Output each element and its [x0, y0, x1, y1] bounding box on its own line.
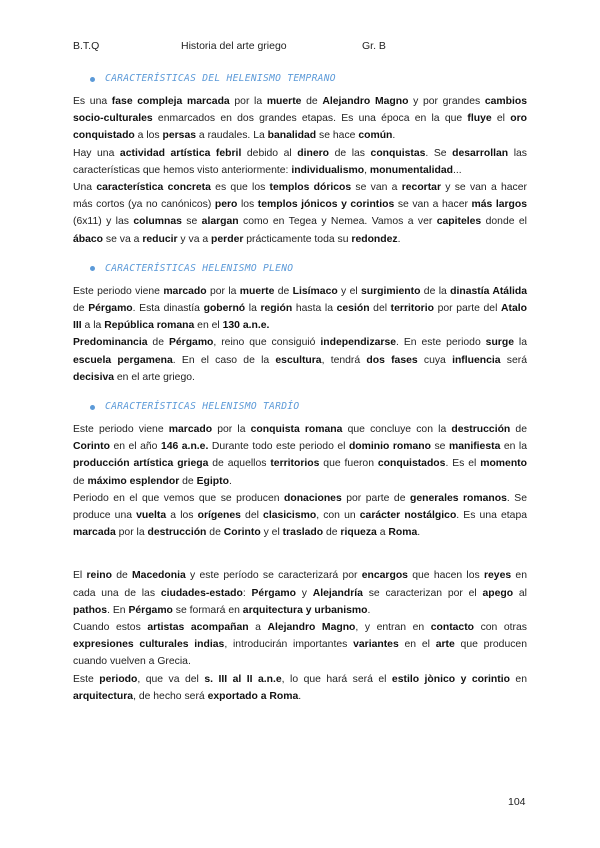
text-run: de: [73, 475, 88, 487]
text-run: de la: [420, 285, 451, 297]
text-run: de: [111, 570, 133, 582]
bold-text: Pérgamo: [168, 337, 214, 349]
bold-text: desarrollan: [452, 147, 509, 159]
bold-text: exportado a Roma: [207, 690, 299, 702]
bold-text: conquistados: [377, 458, 446, 470]
text-run: Es una: [73, 96, 112, 107]
text-run: , lo que hará será el: [281, 673, 392, 685]
text-run: en el: [194, 320, 223, 332]
bold-text: Alejandría: [312, 587, 363, 599]
text-run: debido al: [241, 147, 298, 159]
bold-text: periodo: [99, 673, 138, 685]
text-run: que fueron: [319, 458, 378, 470]
text-run: en la: [500, 441, 528, 453]
text-run: .: [397, 233, 401, 245]
bold-text: alargan: [201, 216, 239, 228]
text-run: en: [509, 673, 527, 685]
text-run: . En: [107, 604, 129, 616]
text-run: y por grandes: [408, 96, 485, 107]
bold-text: expresiones culturales indias: [73, 639, 225, 651]
text-run: .: [367, 604, 371, 616]
text-run: . Se produce una: [73, 492, 527, 522]
bold-text: recortar: [401, 182, 441, 194]
bold-text: individualismo: [291, 164, 365, 176]
paragraph: [73, 283, 527, 335]
text-run: . En este periodo: [396, 337, 486, 349]
bold-text: arquitectura: [73, 690, 134, 702]
bold-text: encargos: [361, 570, 408, 582]
text-run: a la: [81, 320, 105, 332]
text-run: Este periodo viene: [73, 424, 169, 436]
bold-text: perder: [211, 233, 244, 245]
text-run: .: [392, 130, 396, 142]
bold-text: cesión: [336, 303, 370, 315]
bold-text: territorio: [390, 303, 434, 315]
bold-text: muerte: [266, 96, 302, 107]
bold-text: reino: [86, 570, 112, 582]
text-run: . Es el: [445, 458, 481, 470]
text-run: que concluye con la: [342, 424, 452, 436]
bullet-icon: [90, 77, 95, 82]
bold-text: República romana: [104, 320, 195, 332]
bold-text: ábaco: [73, 233, 104, 245]
text-run: del: [369, 303, 391, 315]
bold-text: característica concreta: [96, 182, 211, 194]
bold-text: traslado: [282, 527, 324, 539]
bold-text: conquistas: [370, 147, 426, 159]
text-run: de: [274, 285, 293, 297]
bold-text: Pérgamo: [128, 604, 173, 616]
text-run: Durante todo este periodo el: [208, 441, 349, 453]
bold-text: escuela pergamena: [73, 354, 173, 366]
text-run: en el año: [109, 441, 161, 453]
text-run: se caracterizan por el: [362, 587, 483, 599]
text-run: a: [248, 622, 268, 634]
bold-text: vuelta: [136, 510, 167, 522]
bold-text: Lisímaco: [292, 285, 338, 297]
text-run: las características que hemos visto anteriormente:: [73, 147, 527, 176]
text-run: de: [301, 96, 323, 107]
bold-text: artistas acompañan: [147, 622, 249, 634]
text-run: .: [298, 690, 302, 702]
bold-text: actividad artística febril: [119, 147, 242, 159]
bold-text: donaciones: [284, 492, 342, 504]
text-run: , y entran en: [355, 622, 431, 634]
bold-text: Egipto: [196, 475, 229, 487]
text-run: será: [500, 354, 527, 366]
section-heading: [90, 262, 527, 276]
paragraph: [73, 421, 527, 490]
text-run: se van a: [351, 182, 402, 194]
text-run: en el arte griego.: [114, 371, 195, 383]
bold-text: generales romanos: [410, 492, 507, 504]
paragraph: [73, 179, 527, 248]
bold-text: capiteles: [436, 216, 482, 228]
paragraph: [73, 619, 527, 671]
text-run: Cuando estos: [73, 622, 148, 634]
text-run: al: [513, 587, 527, 599]
text-run: . Se: [425, 147, 453, 159]
bold-text: fase compleja marcada: [111, 96, 230, 107]
paragraph: [73, 567, 527, 619]
bullet-icon: [90, 266, 95, 271]
bold-text: máximo esplendor: [87, 475, 180, 487]
bold-text: conquista romana: [250, 424, 343, 436]
page-number: 104: [508, 796, 526, 808]
text-run: a: [376, 527, 389, 539]
bold-text: dominio romano: [348, 441, 431, 453]
text-run: la: [245, 303, 261, 315]
text-run: . Es una etapa: [456, 510, 528, 522]
header-title: Historia del arte griego: [181, 40, 287, 52]
bold-text: dinastía Atálida: [450, 285, 527, 297]
text-run: se hace: [316, 130, 359, 142]
text-run: es que los: [210, 182, 270, 194]
bold-text: escultura: [275, 354, 322, 366]
text-run: de: [179, 475, 197, 487]
bold-text: fluye: [467, 113, 492, 125]
bold-text: Pérgamo: [251, 587, 296, 599]
text-run: El: [73, 570, 87, 582]
text-run: , reino que consiguió: [213, 337, 321, 349]
text-run: por parte del: [433, 303, 502, 315]
text-run: en cada una de las: [73, 570, 527, 599]
text-run: la: [513, 337, 527, 349]
bold-text: columnas: [133, 216, 182, 228]
bold-text: independizarse: [320, 337, 397, 349]
text-run: de: [147, 337, 169, 349]
header-group: Gr. B: [362, 40, 386, 52]
text-run: los: [237, 199, 258, 211]
text-run: a los: [134, 130, 163, 142]
text-run: donde el: [481, 216, 527, 228]
bold-text: pathos: [73, 604, 108, 616]
text-run: ...: [452, 164, 462, 176]
bold-text: surgimiento: [361, 285, 421, 297]
closing-section: [73, 567, 527, 705]
bold-text: cambios socio-culturales: [73, 96, 527, 125]
text-run: Periodo en el que vemos que se producen: [73, 492, 284, 504]
bold-text: templos jónicos y corintios: [257, 199, 395, 211]
text-run: a los: [166, 510, 198, 522]
bold-text: redondez: [351, 233, 398, 245]
bold-text: marcada: [73, 527, 116, 539]
text-run: se: [430, 441, 449, 453]
text-run: , tendrá: [321, 354, 367, 366]
bold-text: pero: [214, 199, 238, 211]
text-run: por la: [229, 96, 267, 107]
bold-text: Roma: [388, 527, 418, 539]
text-run: y: [295, 587, 313, 599]
bold-text: reducir: [142, 233, 178, 245]
bold-text: arte: [435, 639, 455, 651]
text-run: , introducirán importantes: [224, 639, 354, 651]
bold-text: s. III al II a.n.e: [204, 673, 282, 685]
text-run: se va a: [103, 233, 143, 245]
text-run: por la: [115, 527, 148, 539]
text-run: prácticamente toda su: [243, 233, 352, 245]
text-run: se: [181, 216, 202, 228]
section-helenismo-temprano: [73, 72, 527, 248]
section-heading: [90, 72, 527, 86]
bold-text: territorios: [270, 458, 320, 470]
bold-text: región: [260, 303, 293, 315]
bold-text: 146 a.n.e.: [160, 441, 209, 453]
text-run: como en Tegea y Nemea. Vamos a ver: [238, 216, 437, 228]
bold-text: estilo jònico y corintio: [391, 673, 510, 685]
bold-text: muerte: [239, 285, 275, 297]
text-run: (6x11) y las: [73, 216, 134, 228]
text-run: :: [242, 587, 252, 599]
bold-text: orígenes: [197, 510, 241, 522]
paragraph: [73, 490, 527, 542]
text-run: el: [491, 113, 511, 125]
bold-text: más largos: [471, 199, 528, 211]
text-run: ,: [364, 164, 370, 176]
document-body: [73, 72, 527, 705]
text-run: Hay una: [73, 147, 120, 159]
bold-text: templos dóricos: [269, 182, 352, 194]
bold-text: carácter nostálgico: [359, 510, 457, 522]
bold-text: arquitectura y urbanismo: [242, 604, 368, 616]
text-run: con otras: [474, 622, 527, 634]
bold-text: surge: [485, 337, 514, 349]
text-run: Una: [73, 182, 97, 194]
bullet-icon: [90, 405, 95, 410]
bold-text: Atalo III: [73, 303, 527, 332]
header-author: B.T.Q: [73, 40, 100, 52]
text-run: y se van a hacer más cortos (ya no canónicos): [73, 182, 527, 211]
text-run: cuya: [417, 354, 453, 366]
text-run: se van a hacer: [394, 199, 472, 211]
bold-text: riqueza: [340, 527, 377, 539]
bold-text: Macedonia: [132, 570, 186, 582]
section-heading-text: CARACTERÍSTICAS DEL HELENISMO TEMPRANO: [105, 73, 336, 84]
text-run: y va a: [177, 233, 212, 245]
bold-text: dos fases: [366, 354, 418, 366]
paragraph: [73, 334, 527, 386]
bold-text: clasicismo: [263, 510, 317, 522]
bold-text: manifiesta: [448, 441, 501, 453]
bold-text: marcado: [168, 424, 213, 436]
bold-text: dinero: [297, 147, 330, 159]
bold-text: influencia: [452, 354, 501, 366]
bold-text: contacto: [430, 622, 475, 634]
text-run: .: [228, 475, 232, 487]
text-run: que hacen los: [407, 570, 484, 582]
bold-text: destrucción: [147, 527, 207, 539]
section-helenismo-tardio: [73, 400, 527, 541]
bold-text: Predominancia: [73, 337, 148, 349]
text-run: que producen cuando vuelven a Grecia.: [73, 639, 527, 668]
bold-text: destrucción: [451, 424, 511, 436]
bold-text: Pérgamo: [88, 303, 133, 315]
bold-text: Alejandro Magno: [267, 622, 356, 634]
text-run: , de hecho será: [133, 690, 208, 702]
bold-text: apego: [482, 587, 514, 599]
text-run: .: [417, 527, 421, 539]
bold-text: gobernó: [203, 303, 246, 315]
text-run: y este período se caracterizará por: [185, 570, 362, 582]
section-helenismo-pleno: [73, 262, 527, 386]
bold-text: oro conquistado: [73, 113, 527, 142]
section-heading-text: CARACTERÍSTICAS HELENISMO PLENO: [105, 262, 294, 274]
text-run: de: [510, 424, 527, 436]
bold-text: producción artística griega: [73, 458, 209, 470]
text-run: de: [206, 527, 224, 539]
text-run: de: [73, 303, 89, 315]
paragraph: [73, 671, 527, 705]
text-run: por la: [212, 424, 251, 436]
text-run: , con un: [316, 510, 360, 522]
bold-text: monumentalidad: [369, 164, 453, 176]
text-run: y el: [260, 527, 283, 539]
bold-text: Corinto: [73, 441, 110, 453]
text-run: . Esta dinastía: [132, 303, 204, 315]
text-run: de aquellos: [208, 458, 271, 470]
bold-text: 130 a.n.e.: [222, 320, 270, 332]
text-run: del: [240, 510, 264, 522]
section-heading: [90, 400, 527, 414]
text-run: por la: [206, 285, 240, 297]
paragraph: [73, 93, 527, 145]
text-run: enmarcados en dos grandes etapas. Es una época en la que: [152, 113, 468, 125]
bold-text: ciudades-estado: [160, 587, 243, 599]
text-run: por parte de: [341, 492, 410, 504]
text-run: de las: [329, 147, 371, 159]
bold-text: decisiva: [73, 371, 115, 383]
bold-text: Corinto: [223, 527, 261, 539]
text-run: se formará en: [172, 604, 243, 616]
text-run: de: [323, 527, 341, 539]
bold-text: Alejandro Magno: [322, 96, 409, 107]
text-run: y el: [337, 285, 361, 297]
text-run: Este: [73, 673, 100, 685]
bold-text: marcado: [163, 285, 207, 297]
text-run: en el: [398, 639, 436, 651]
text-run: Este periodo viene: [73, 285, 164, 297]
text-run: , que va del: [137, 673, 205, 685]
bold-text: banalidad: [267, 130, 317, 142]
bold-text: reyes: [483, 570, 512, 582]
bold-text: común: [358, 130, 393, 142]
section-heading-text: CARACTERÍSTICAS HELENISMO TARDÍO: [105, 401, 300, 413]
paragraph: [73, 145, 527, 179]
text-run: . En el caso de la: [172, 354, 276, 366]
bold-text: momento: [480, 458, 527, 470]
text-run: hasta la: [292, 303, 337, 315]
bold-text: persas: [162, 130, 197, 142]
text-run: a raudales. La: [196, 130, 268, 142]
bold-text: variantes: [353, 639, 399, 651]
